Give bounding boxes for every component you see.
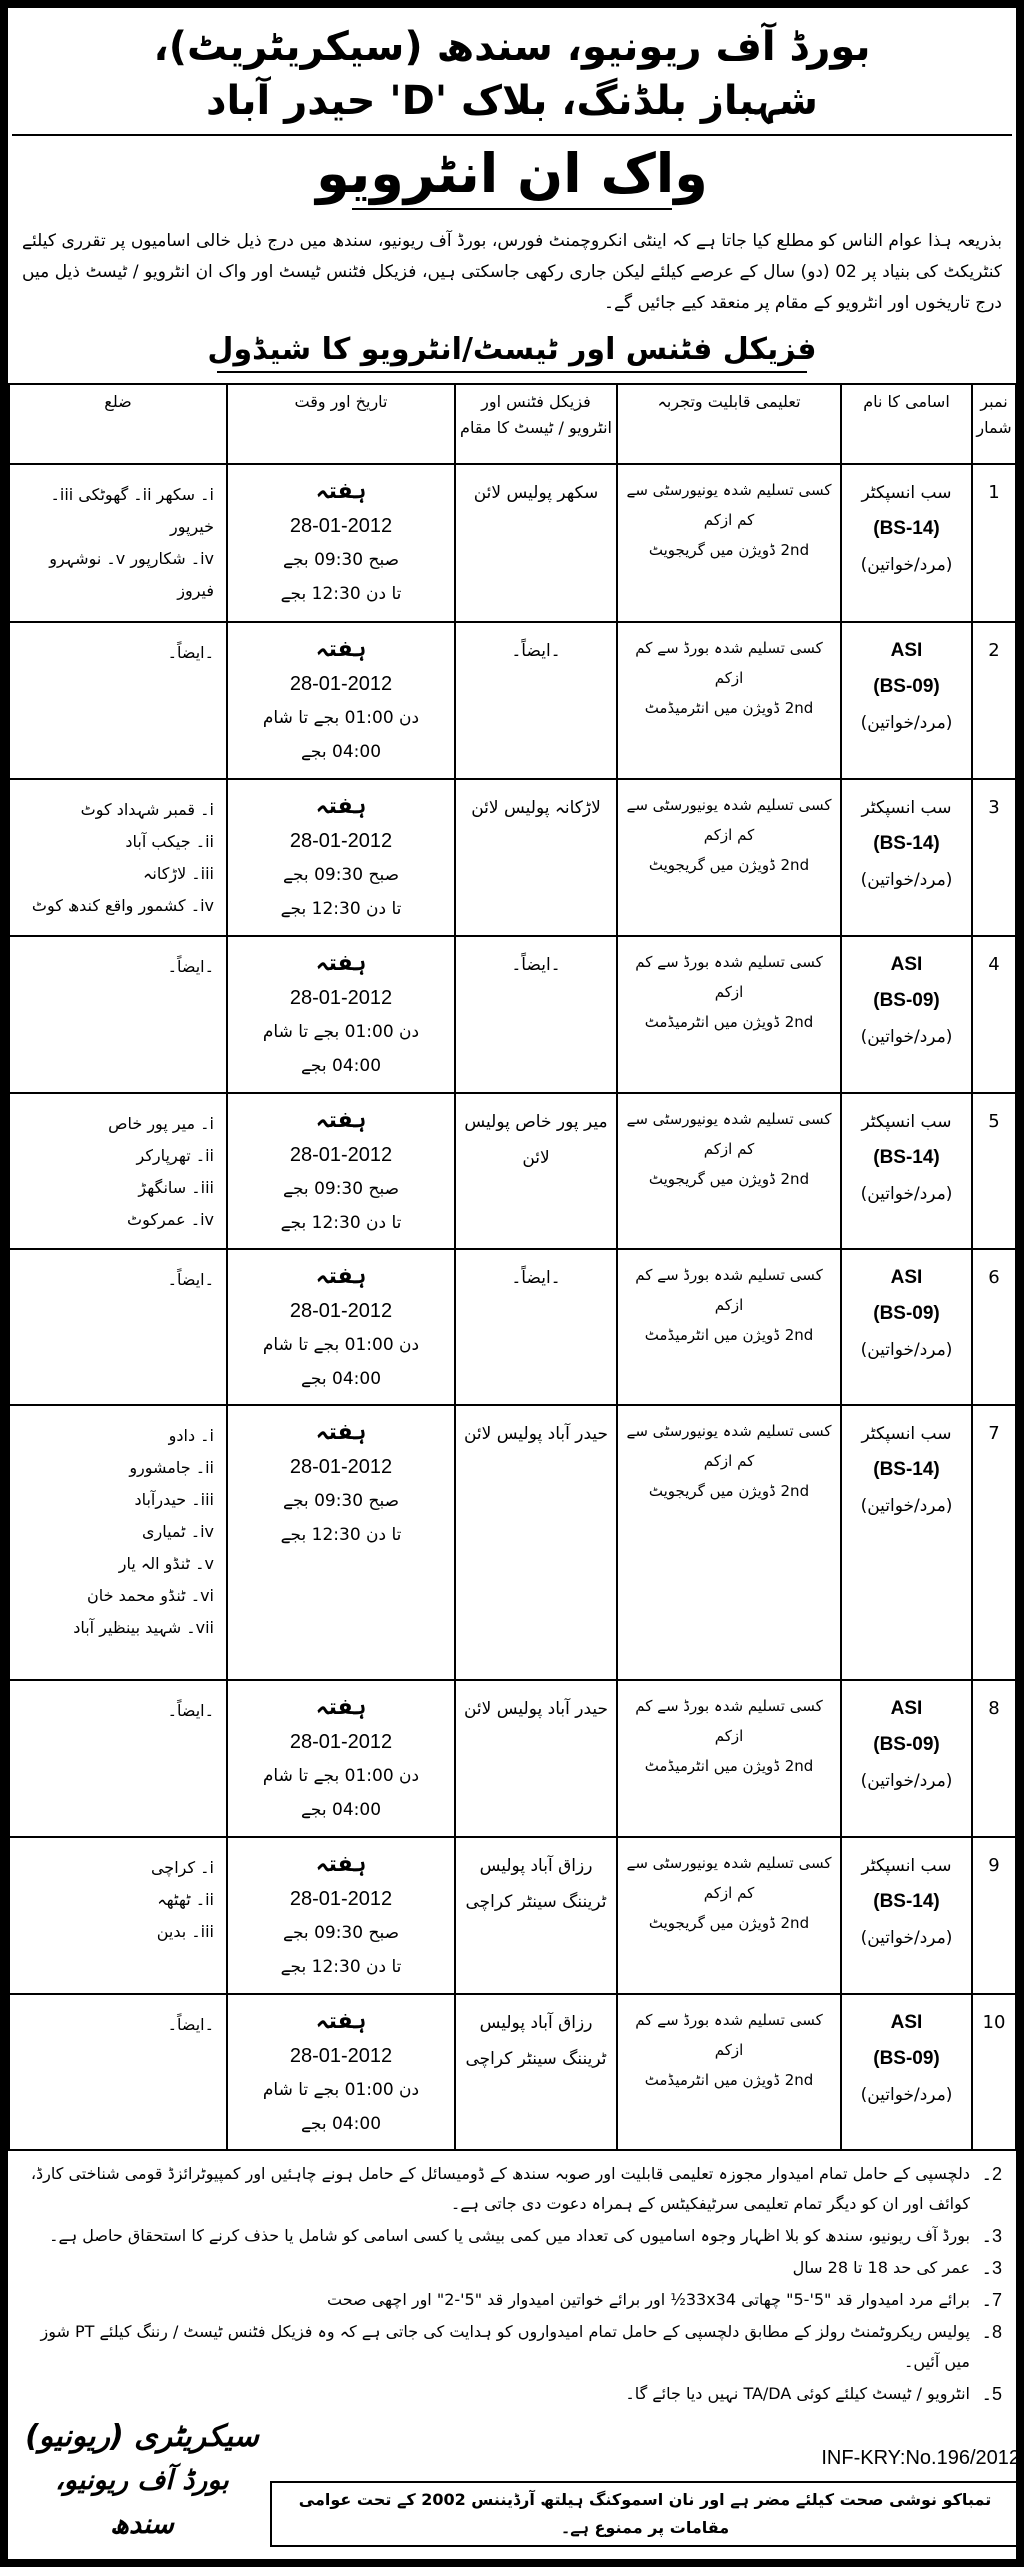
post-name <box>841 1837 972 1994</box>
post-name-line: ASI <box>890 2012 923 2033</box>
date-time-line: صبح 09:30 بجے <box>282 865 400 885</box>
date-time-line: دن 01:00 بجے تا شام <box>262 1335 420 1355</box>
row-number-text: 5 <box>988 1111 1000 1132</box>
venue-line: میر پور خاص پولیس <box>464 1112 608 1132</box>
date-time <box>227 779 455 936</box>
post-name-line: ASI <box>890 1698 923 1719</box>
date-time-line: 04:00 بجے <box>300 2114 382 2134</box>
date-time-line: تا دن 12:30 بجے <box>280 1957 402 1977</box>
post-name-line: (مرد/خواتین) <box>860 1496 953 1516</box>
qualification-line: کسی تسلیم شدہ بورڈ سے کم ازکم <box>635 953 823 1001</box>
post-name-line: (مرد/خواتین) <box>860 555 953 575</box>
post-name <box>841 1093 972 1249</box>
date-time-line: ہفتہ <box>315 637 367 662</box>
districts-line: ۔ایضاً۔ <box>167 1701 214 1720</box>
col-number-header: نمبر شمار <box>972 384 1016 464</box>
qualification <box>617 464 841 622</box>
districts-line: ۔ایضاً۔ <box>167 2015 214 2034</box>
row-number-text: 3 <box>988 797 1000 818</box>
qualification-line: 2nd ڈویژن میں انٹرمیڈمٹ <box>644 1757 814 1775</box>
post-name <box>841 936 972 1093</box>
date-time <box>227 936 455 1093</box>
date-time-line: 28-01-2012 <box>289 830 393 852</box>
row-number <box>972 936 1016 1093</box>
table-row <box>9 1994 1016 2150</box>
post-name-line: (BS-14) <box>873 518 940 539</box>
note-text: برائے مرد امیدوار قد "5'-5" چھاتی 33x34½ اور برائے خواتین امیدوار قد "5'-2" اور اچھی صحت <box>327 2290 970 2309</box>
post-name-line: سب انسپکٹر <box>861 1424 952 1444</box>
date-time-line: ہفتہ <box>315 1108 367 1133</box>
districts-line: ii۔ جیکب آباد <box>125 832 214 851</box>
districts-line: ii۔ ٹھٹھہ <box>157 1890 214 1909</box>
note-text: پولیس ریکروٹمنٹ رولز کے مطابق دلچسپی کے حامل تمام امیدواروں کو ہدایت کی جاتی ہے کہ وہ فزیکل فٹنس ٹیسٹ / رننگ کیلئے PT شوز میں آئیں۔ <box>40 2322 970 2371</box>
notes-list <box>22 2159 1002 2409</box>
date-time-line: 28-01-2012 <box>289 1300 393 1322</box>
post-name-line: (BS-14) <box>873 1459 940 1480</box>
post-name <box>841 1994 972 2150</box>
date-time-line: 04:00 بجے <box>300 1056 382 1076</box>
date-time <box>227 464 455 622</box>
row-number <box>972 1994 1016 2150</box>
post-name-line: (BS-14) <box>873 1147 940 1168</box>
date-time-line: تا دن 12:30 بجے <box>280 584 402 604</box>
qualification <box>617 936 841 1093</box>
districts-line: i۔ کراچی <box>150 1858 214 1877</box>
districts-line: iii۔ حیدرآباد <box>134 1490 214 1509</box>
date-time-line: 28-01-2012 <box>289 1888 393 1910</box>
post-name-line: (مرد/خواتین) <box>860 2085 953 2105</box>
venue-line: ۔ایضاً۔ <box>511 641 561 661</box>
districts-line: ۔ایضاً۔ <box>167 957 214 976</box>
schedule-table <box>8 383 1017 2151</box>
qualification-line: کسی تسلیم شدہ بورڈ سے کم ازکم <box>635 1697 823 1745</box>
date-time-line: دن 01:00 بجے تا شام <box>262 1022 420 1042</box>
date-time-line: ہفتہ <box>315 479 367 504</box>
col-post-header: اسامی کا نام <box>841 384 972 464</box>
date-time-line: ہفتہ <box>315 951 367 976</box>
post-name <box>841 779 972 936</box>
row-number-text: 9 <box>988 1855 1000 1876</box>
row-number-text: 8 <box>988 1698 1000 1719</box>
table-row <box>9 1405 1016 1680</box>
districts-line: iv۔ کشمور واقع کندھ کوٹ <box>31 896 214 915</box>
date-time-line: 28-01-2012 <box>289 1731 393 1753</box>
signatory-title: سیکریٹری (ریونیو) <box>25 2419 259 2454</box>
districts <box>9 1680 227 1837</box>
qualification <box>617 779 841 936</box>
date-time-line: 04:00 بجے <box>300 742 382 762</box>
footer-right <box>270 2443 1020 2547</box>
post-name-line: (مرد/خواتین) <box>860 713 953 733</box>
districts-line: v۔ ٹنڈو الہ یار <box>118 1554 214 1573</box>
venue-line: حیدر آباد پولیس لائن <box>463 1699 609 1719</box>
qualification-line: 2nd ڈویژن میں گریجویٹ <box>648 1914 810 1932</box>
districts <box>9 1405 227 1680</box>
venue <box>455 464 617 622</box>
qualification-line: کسی تسلیم شدہ بورڈ سے کم ازکم <box>635 1266 823 1314</box>
row-number <box>972 464 1016 622</box>
venue <box>455 1837 617 1994</box>
row-number-text: 2 <box>988 640 1000 661</box>
qualification-line: 2nd ڈویژن میں انٹرمیڈمٹ <box>644 1013 814 1031</box>
districts-line: vii۔ شہید بینظیر آباد <box>73 1618 214 1637</box>
date-time-line: ہفتہ <box>315 794 367 819</box>
venue-line: حیدر آباد پولیس لائن <box>463 1424 609 1444</box>
title-underline <box>352 208 672 210</box>
qualification-line: 2nd ڈویژن میں گریجویٹ <box>648 1170 810 1188</box>
districts-line: ۔ایضاً۔ <box>167 643 214 662</box>
note-number: 5۔ <box>981 2384 1002 2404</box>
table-row <box>9 779 1016 936</box>
org-address: شہباز بلڈنگ، بلاک 'D' حیدر آباد <box>205 78 819 124</box>
signature-block <box>22 2415 262 2547</box>
table-row <box>9 1837 1016 1994</box>
row-number-text: 4 <box>988 954 1000 975</box>
row-number <box>972 1837 1016 1994</box>
districts-line: iv۔ عمرکوٹ <box>127 1210 214 1229</box>
row-number-text: 7 <box>988 1423 1000 1444</box>
date-time-line: تا دن 12:30 بجے <box>280 1525 402 1545</box>
post-name-line: (مرد/خواتین) <box>860 870 953 890</box>
note-number: 7۔ <box>981 2290 1002 2310</box>
table-row <box>9 1680 1016 1837</box>
col-date-time-header: تاریخ اور وقت <box>227 384 455 464</box>
districts-line: i۔ میر پور خاص <box>108 1114 214 1133</box>
qualification-line: کسی تسلیم شدہ بورڈ سے کم ازکم <box>635 639 823 687</box>
qualification <box>617 622 841 779</box>
table-row <box>9 1093 1016 1249</box>
note-number: 3۔ <box>981 2258 1002 2278</box>
venue-line: رزاق آباد پولیس <box>479 2013 593 2033</box>
districts <box>9 1837 227 1994</box>
date-time <box>227 1994 455 2150</box>
date-time-line: ہفتہ <box>315 1852 367 1877</box>
qualification <box>617 1837 841 1994</box>
qualification-line: کسی تسلیم شدہ یونیورسٹی سے کم ازکم <box>626 796 832 844</box>
note-item <box>22 2379 1002 2409</box>
venue <box>455 779 617 936</box>
date-time-line: صبح 09:30 بجے <box>282 1179 400 1199</box>
districts-line: ii۔ جامشورو <box>129 1458 214 1477</box>
districts <box>9 464 227 622</box>
qualification-line: 2nd ڈویژن میں انٹرمیڈمٹ <box>644 699 814 717</box>
venue-line: ۔ایضاً۔ <box>511 955 561 975</box>
venue <box>455 1249 617 1405</box>
note-item <box>22 2159 1002 2219</box>
tobacco-warning: تمباکو نوشی صحت کیلئے مضر ہے اور نان اسموکنگ ہیلتھ آرڈیننس 2002 کے تحت عوامی مقامات پر ممنوع ہے۔ <box>270 2481 1020 2547</box>
date-time-line: ہفتہ <box>315 2009 367 2034</box>
districts-line: iii۔ بدین <box>156 1922 214 1941</box>
post-name-line: سب انسپکٹر <box>861 1856 952 1876</box>
signatory-org: بورڈ آف ریونیو، سندھ <box>55 2465 229 2540</box>
qualification-line: کسی تسلیم شدہ یونیورسٹی سے کم ازکم <box>626 1854 832 1902</box>
post-name <box>841 1680 972 1837</box>
note-item <box>22 2317 1002 2377</box>
post-name-line: سب انسپکٹر <box>861 798 952 818</box>
note-number: 2۔ <box>981 2164 1002 2184</box>
venue <box>455 1994 617 2150</box>
post-name-line: ASI <box>890 954 923 975</box>
post-name-line: (BS-14) <box>873 833 940 854</box>
post-name-line: ASI <box>890 640 923 661</box>
post-name-line: (مرد/خواتین) <box>860 1027 953 1047</box>
qualification-line: 2nd ڈویژن میں گریجویٹ <box>648 1482 810 1500</box>
note-item <box>22 2221 1002 2251</box>
date-time <box>227 622 455 779</box>
qualification-line: 2nd ڈویژن میں گریجویٹ <box>648 541 810 559</box>
post-name-line: ASI <box>890 1267 923 1288</box>
qualification-line: 2nd ڈویژن میں گریجویٹ <box>648 856 810 874</box>
post-name-line: (مرد/خواتین) <box>860 1184 953 1204</box>
post-name-line: (BS-09) <box>873 2048 940 2069</box>
districts <box>9 622 227 779</box>
row-number-text: 6 <box>988 1267 1000 1288</box>
qualification <box>617 1093 841 1249</box>
date-time-line: 28-01-2012 <box>289 1144 393 1166</box>
districts-line: ii۔ تھرپارکر <box>136 1146 214 1165</box>
note-item <box>22 2285 1002 2315</box>
note-number: 3۔ <box>981 2226 1002 2246</box>
date-time-line: دن 01:00 بجے تا شام <box>262 2080 420 2100</box>
row-number <box>972 1249 1016 1405</box>
districts-line: i۔ قمبر شہداد کوٹ <box>80 800 214 819</box>
row-number <box>972 622 1016 779</box>
venue <box>455 622 617 779</box>
schedule-heading: فزیکل فٹنس اور ٹیسٹ/انٹرویو کا شیڈول <box>207 332 817 367</box>
date-time-line: صبح 09:30 بجے <box>282 1491 400 1511</box>
post-name <box>841 1249 972 1405</box>
venue-line: ٹریننگ سینٹر کراچی <box>465 2049 607 2069</box>
districts-line: iv۔ ٹمیاری <box>141 1522 214 1541</box>
post-name-line: (BS-14) <box>873 1891 940 1912</box>
districts <box>9 1994 227 2150</box>
post-name <box>841 622 972 779</box>
venue-line: سکھر پولیس لائن <box>473 483 599 503</box>
post-name-line: (BS-09) <box>873 1303 940 1324</box>
districts <box>9 936 227 1093</box>
date-time-line: تا دن 12:30 بجے <box>280 899 402 919</box>
districts-line: iii۔ لاڑکانہ <box>143 864 214 883</box>
post-name-line: سب انسپکٹر <box>861 483 952 503</box>
date-time-line: دن 01:00 بجے تا شام <box>262 708 420 728</box>
qualification-line: کسی تسلیم شدہ بورڈ سے کم ازکم <box>635 2011 823 2059</box>
districts <box>9 779 227 936</box>
districts <box>9 1249 227 1405</box>
row-number-text: 1 <box>988 482 1000 503</box>
date-time-line: ہفتہ <box>315 1420 367 1445</box>
date-time-line: 04:00 بجے <box>300 1800 382 1820</box>
districts-line: i۔ سکھر ii۔ گھوٹکی iii۔ خیرپور <box>50 485 214 536</box>
venue <box>455 1093 617 1249</box>
date-time <box>227 1249 455 1405</box>
note-item <box>22 2253 1002 2283</box>
venue-line: ٹریننگ سینٹر کراچی <box>465 1892 607 1912</box>
date-time-line: 04:00 بجے <box>300 1369 382 1389</box>
qualification-line: 2nd ڈویژن میں انٹرمیڈمٹ <box>644 2071 814 2089</box>
post-name-line: (مرد/خواتین) <box>860 1771 953 1791</box>
post-name-line: (مرد/خواتین) <box>860 1928 953 1948</box>
date-time-line: 28-01-2012 <box>289 673 393 695</box>
qualification-line: کسی تسلیم شدہ یونیورسٹی سے کم ازکم <box>626 481 832 529</box>
qualification-line: کسی تسلیم شدہ یونیورسٹی سے کم ازکم <box>626 1110 832 1158</box>
col-qualification-header: تعلیمی قابلیت وتجربہ <box>617 384 841 464</box>
advertisement-page <box>6 6 1018 2561</box>
venue <box>455 1405 617 1680</box>
date-time <box>227 1405 455 1680</box>
districts-line: i۔ دادو <box>168 1426 214 1445</box>
date-time-line: دن 01:00 بجے تا شام <box>262 1766 420 1786</box>
note-text: عمر کی حد 18 تا 28 سال <box>792 2258 970 2277</box>
date-time-line: ہفتہ <box>315 1264 367 1289</box>
row-number-text: 10 <box>982 2012 1006 2033</box>
divider <box>12 134 1012 136</box>
post-name <box>841 464 972 622</box>
date-time-line: ہفتہ <box>315 1695 367 1720</box>
note-text: دلچسپی کے حامل تمام امیدوار مجوزہ تعلیمی قابلیت اور صوبہ سندھ کے ڈومیسائل کے حامل ہونے چاہئیں اور کمپیوٹرائزڈ قومی شناختی کارڈ، کوائف اور ان کو دیگر تمام تعلیمی سرٹیفکیٹس کے ہمراہ دعوت دی جاتی ہے۔ <box>30 2164 970 2213</box>
date-time <box>227 1093 455 1249</box>
post-name <box>841 1405 972 1680</box>
date-time-line: 28-01-2012 <box>289 515 393 537</box>
col-venue-header: فزیکل فٹنس اور انٹرویو / ٹیسٹ کا مقام <box>455 384 617 464</box>
venue-line: لاڑکانہ پولیس لائن <box>471 798 601 818</box>
venue-line: ۔ایضاً۔ <box>511 1268 561 1288</box>
note-text: بورڈ آف ریونیو، سندھ کو بلا اظہار وجوہ اسامیوں کی تعداد میں کمی بیشی یا کسی اسامی کو شامل یا حذف کرنے کا استحقاق حاصل ہے۔ <box>49 2226 970 2245</box>
qualification <box>617 1994 841 2150</box>
date-time <box>227 1837 455 1994</box>
qualification-line: کسی تسلیم شدہ یونیورسٹی سے کم ازکم <box>626 1422 832 1470</box>
reference-number: INF-KRY:No.196/2012 <box>821 2447 1020 2469</box>
footer <box>22 2415 1020 2547</box>
post-name-line: سب انسپکٹر <box>861 1112 952 1132</box>
date-time-line: صبح 09:30 بجے <box>282 1923 400 1943</box>
venue <box>455 936 617 1093</box>
note-number: 8۔ <box>981 2322 1002 2342</box>
post-name-line: (BS-09) <box>873 676 940 697</box>
post-name-line: (مرد/خواتین) <box>860 1340 953 1360</box>
districts-line: iii۔ سانگھڑ <box>138 1178 214 1197</box>
qualification-line: 2nd ڈویژن میں انٹرمیڈمٹ <box>644 1326 814 1344</box>
note-text: انٹرویو / ٹیسٹ کیلئے کوئی TA/DA نہیں دیا جائے گا۔ <box>625 2384 970 2403</box>
table-row <box>9 464 1016 622</box>
row-number <box>972 1093 1016 1249</box>
qualification <box>617 1405 841 1680</box>
venue-line: رزاق آباد پولیس <box>479 1856 593 1876</box>
date-time-line: صبح 09:30 بجے <box>282 550 400 570</box>
post-name-line: (BS-09) <box>873 990 940 1011</box>
date-time-line: تا دن 12:30 بجے <box>280 1213 402 1233</box>
districts-line: ۔ایضاً۔ <box>167 1270 214 1289</box>
row-number <box>972 779 1016 936</box>
date-time-line: 28-01-2012 <box>289 987 393 1009</box>
row-number <box>972 1680 1016 1837</box>
date-time <box>227 1680 455 1837</box>
row-number <box>972 1405 1016 1680</box>
schedule-underline <box>217 371 807 373</box>
venue-line: لائن <box>522 1148 550 1168</box>
districts-line: iv۔ شکارپور v۔ نوشہرو فیروز <box>49 549 214 600</box>
table-row <box>9 936 1016 1093</box>
qualification <box>617 1680 841 1837</box>
table-header <box>9 384 1016 464</box>
venue <box>455 1680 617 1837</box>
districts <box>9 1093 227 1249</box>
page-title: واک ان انٹرویو <box>316 142 708 205</box>
post-name-line: (BS-09) <box>873 1734 940 1755</box>
col-district-header: ضلع <box>9 384 227 464</box>
org-name: بورڈ آف ریونیو، سندھ (سیکریٹریٹ)، <box>153 24 871 70</box>
date-time-line: 28-01-2012 <box>289 1456 393 1478</box>
intro-paragraph: بذریعہ ہذا عوام الناس کو مطلع کیا جاتا ہے کہ اینٹی انکروچمنٹ فورس، بورڈ آف ریونیو، سندھ میں درج ذیل خالی اسامیوں پر تقرری کیلئے کنٹریکٹ کی بنیاد پر 02 (دو) سال کے عرصے کیلئے لیکن جاری رکھی جاسکتی ہیں، فزیکل فٹنس ٹیسٹ اور واک ان انٹرویو / ٹیسٹ ذیل میں درج تاریخوں اور انٹرویو کے مقام پر منعقد کیے جائیں گے۔ <box>22 231 1002 313</box>
table-row <box>9 1249 1016 1405</box>
districts-line: vi۔ ٹنڈو محمد خان <box>86 1586 214 1605</box>
qualification <box>617 1249 841 1405</box>
date-time-line: 28-01-2012 <box>289 2045 393 2067</box>
table-row <box>9 622 1016 779</box>
